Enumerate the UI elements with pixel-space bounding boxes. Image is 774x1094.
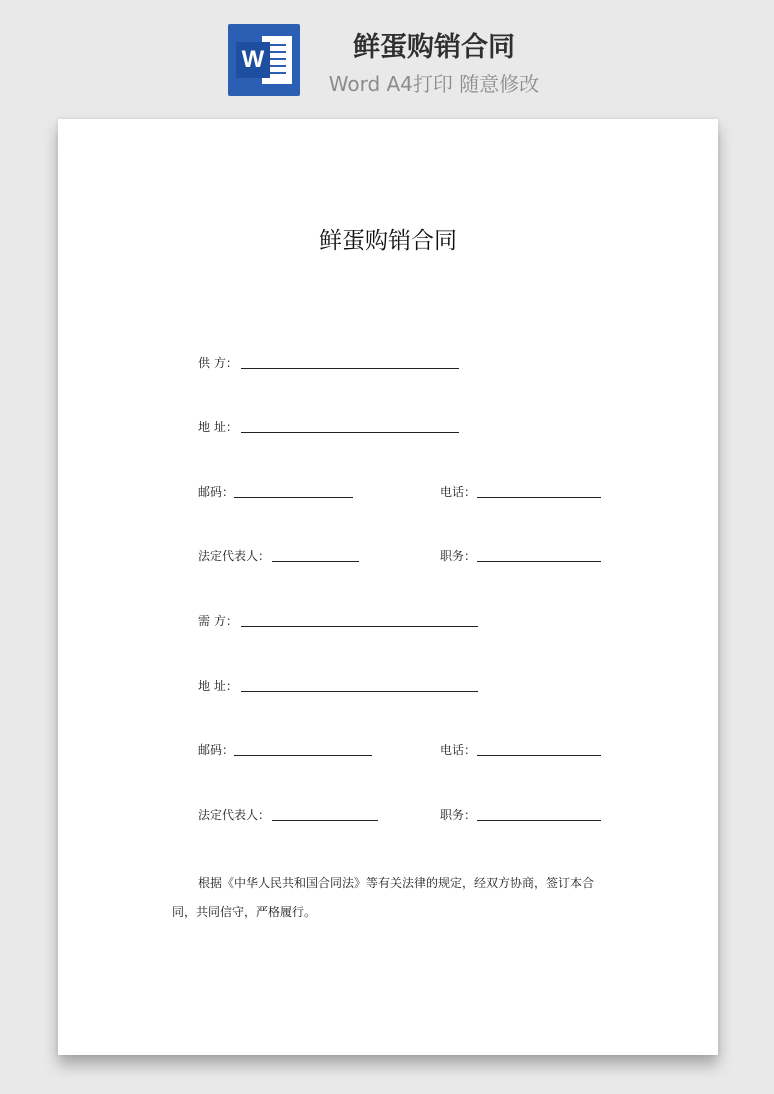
buyer-party-label: 需 方： [198,614,238,628]
supplier-phone-label: 电话： [440,485,477,499]
supplier-zip-label: 邮码： [198,485,235,499]
buyer-position-field[interactable] [440,807,602,827]
buyer-zip-blank[interactable] [234,755,372,756]
buyer-address-blank[interactable] [241,691,478,692]
banner-subtitle: Word A4打印 随意修改 [328,72,540,96]
supplier-party-label: 供 方： [198,356,238,370]
buyer-phone-blank[interactable] [477,755,601,756]
supplier-address-field[interactable] [198,419,460,439]
buyer-address-label: 地 址： [198,679,238,693]
supplier-position-blank[interactable] [477,561,601,562]
supplier-phone-field[interactable] [440,484,602,504]
document-page [58,119,718,1055]
buyer-position-label: 职务： [440,808,477,822]
supplier-phone-blank[interactable] [477,497,601,498]
supplier-rep-field[interactable] [198,548,360,568]
buyer-zip-label: 邮码： [198,743,235,757]
word-app-icon [228,24,300,96]
supplier-rep-blank[interactable] [272,561,359,562]
supplier-party-blank[interactable] [241,368,459,369]
buyer-rep-blank[interactable] [272,820,378,821]
supplier-zip-field[interactable] [198,484,354,504]
buyer-address-field[interactable] [198,678,479,698]
supplier-party-field[interactable] [198,355,460,375]
buyer-rep-label: 法定代表人： [198,808,271,822]
supplier-position-label: 职务： [440,549,477,563]
buyer-phone-label: 电话： [440,743,477,757]
contract-preamble: 根据《中华人民共和国合同法》等有关法律的规定，经双方协商，签订本合同，共同信守，严格履行。 [172,876,595,919]
preview-banner [0,0,774,110]
buyer-party-field[interactable] [198,613,479,633]
buyer-party-blank[interactable] [241,626,478,627]
supplier-rep-label: 法定代表人： [198,549,271,563]
buyer-phone-field[interactable] [440,742,602,762]
document-title: 鲜蛋购销合同 [319,228,457,254]
supplier-zip-blank[interactable] [234,497,353,498]
watermark [91,471,114,496]
supplier-address-blank[interactable] [241,432,459,433]
buyer-zip-field[interactable] [198,742,373,762]
buyer-rep-field[interactable] [198,807,379,827]
banner-title: 鲜蛋购销合同 [353,32,515,63]
supplier-address-label: 地 址： [198,420,238,434]
supplier-position-field[interactable] [440,548,602,568]
word-icon-letter: W [236,42,270,78]
buyer-position-blank[interactable] [477,820,601,821]
